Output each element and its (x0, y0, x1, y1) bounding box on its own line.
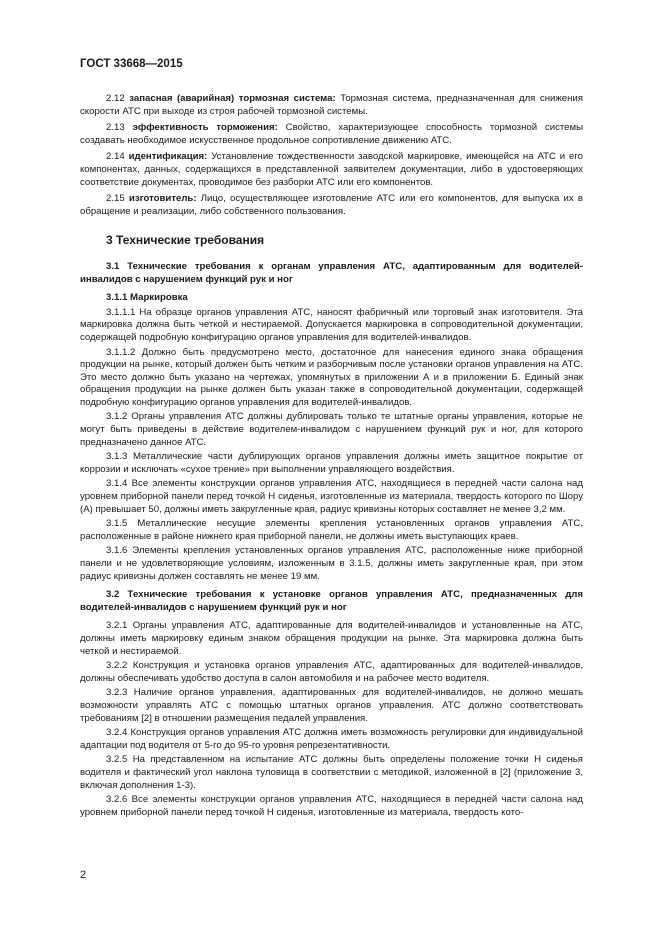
document-header: ГОСТ 33668—2015 (80, 58, 183, 70)
paragraph: 3.2.2 Конструкция и установка органов управления АТС, адаптированных для водителей-инвалидов, должны обеспечивать удобство доступа в салон автомобиля и на рабочее место водителя. (80, 660, 583, 684)
document-body (80, 93, 583, 821)
paragraph: 3.1.6 Элементы крепления установленных органов управления АТС, расположенные ниже приборной панели и не удовлетворяющие условиям, изложенным в 3.1.5, должны иметь закругленные края, при этом радиус кривизны должен составлять не менее 19 мм. (80, 545, 583, 582)
definition-2-14: 2.14 идентификация: Установление тождественности заводской маркировке, имеющейся на АТС и его компонентах, данных, содержащихся в представленной заявителем документации, либо в удостоверяющих соответствие документах, проводимое без разборки АТС или его компонентов. (80, 151, 583, 188)
definition-2-13: 2.13 эффективность торможения: Свойство, характеризующее способность тормозной системы создавать необходимое искусственное продольное сопротивление движению АТС. (80, 122, 583, 146)
paragraph: 3.1.2 Органы управления АТС должны дублировать только те штатные органы управления, которые не могут быть приведены в действие водителем-инвалидом с нарушением функций рук и ног, для которого предназначено данное АТС. (80, 411, 583, 448)
subsection-3-1-title: 3.1 Технические требования к органам управления АТС, адаптированным для водителей-инвалидов с нарушением функций рук и ног (80, 260, 583, 285)
paragraph: 3.1.5 Металлические несущие элементы крепления установленных органов управления АТС, расположенные в районе нижнего края приборной панели, не должны иметь выступающих краев. (80, 518, 583, 542)
subsection-3-2-title: 3.2 Технические требования к установке органов управления АТС, предназначенных для водителей-инвалидов с нарушением функций рук и ног (80, 589, 583, 613)
definition-2-12: 2.12 запасная (аварийная) тормозная система: Тормозная система, предназначенная для снижения скорости АТС при выходе из строя рабочей тормозной системы. (80, 93, 583, 117)
definition-2-15: 2.15 изготовитель: Лицо, осуществляющее изготовление АТС или его компонентов, для выпуска их в обращение и реализации, либо собственного пользования. (80, 193, 584, 217)
paragraph: 3.2.1 Органы управления АТС, адаптированные для водителей-инвалидов и установленные на АТС, должны иметь маркировку единым знаком обращения продукции на рынке. Эта маркировка должна быть четкой и нестираемой. (80, 620, 583, 657)
page-number: 2 (80, 869, 87, 881)
paragraph: 3.2.6 Все элементы конструкции органов управления АТС, находящиеся в передней части салона над уровнем приборной панели перед точкой H сиденья, изготовленные из материала, твердость кото- (80, 794, 583, 818)
paragraph: 3.1.4 Все элементы конструкции органов управления АТС, находящиеся в передней части салона над уровнем приборной панели перед точкой H сиденья, изготовленные из материала, твердость которого по Шору (А) превышает 50, должны иметь закругленные края, радиус кривизны которых составляет не менее 3,2 мм. (80, 478, 583, 515)
paragraph: 3.2.4 Конструкция органов управления АТС должна иметь возможность регулировки для индивидуальной адаптации под водителя от 5-го до 95-го уровня репрезентативности. (80, 727, 583, 751)
paragraph: 3.1.1.2 Должно быть предусмотрено место, достаточное для нанесения единого знака обращения продукции на рынке, который должен быть четким и разборчивым после установки органов управления на АТС. Это место должно быть указано на чертежах, упомянутых в приложении А и в приложении Б. Единый знак обращения продукции на рынке должен быть указан также в сопроводительной документации, содержащей подробную конфигурацию органов управления для водителей-инвалидов. (80, 346, 583, 408)
paragraph: 3.2.3 Наличие органов управления, адаптированных для водителей-инвалидов, не должно мешать возможности управлять АТС с помощью штатных органов управления. АТС должно соответствовать требованиям [2] в отношении размещения педалей управления. (80, 687, 583, 724)
section-title: 3 Технические требования (106, 233, 265, 248)
paragraph: 3.1.1.1 На образце органов управления АТС, наносят фабричный или торговый знак изготовителя. Эта маркировка должна быть четкой и нестираемой. Допускается маркировка в сопроводительной документации, содержащей подробную конфигурацию органов управления для водителей-инвалидов. (80, 306, 583, 343)
subsection-3-1-1-title: 3.1.1 Маркировка (106, 292, 188, 304)
paragraph: 3.2.5 На представленном на испытание АТС должны быть определены положение точки H сиденья водителя и фактический угол наклона туловища в соответствии с методикой, изложенной в [2] (приложение 3, включая дополнения 1-3). (80, 754, 583, 791)
paragraph: 3.1.3 Металлические части дублирующих органов управления должны иметь защитное покрытие от коррозии и исключать «сухое трение» при выполнении управляющего воздействия. (80, 451, 583, 475)
